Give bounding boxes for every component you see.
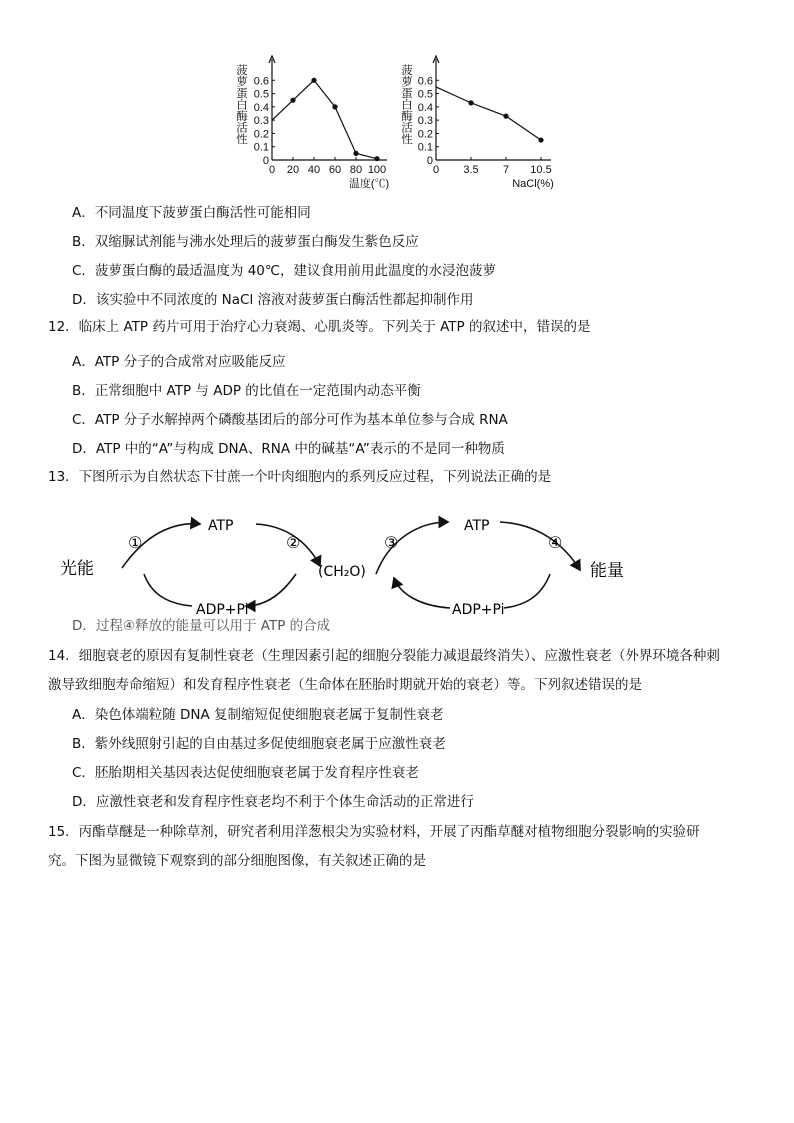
q13-option-d: D．过程④释放的能量可以用于 ATP 的合成: [72, 618, 331, 634]
q11-option-b: B．双缩脲试剂能与沸水处理后的菠萝蛋白酶发生紫色反应: [72, 234, 419, 250]
y-tick-label: 0.3: [417, 115, 433, 128]
q12-option-a: A．ATP 分子的合成常对应吸能反应: [72, 354, 286, 370]
chart1-ylabel: 菠萝蛋白酶活性: [235, 64, 249, 145]
x-axis-label: 温度(℃): [348, 178, 390, 190]
data-point: [538, 137, 543, 142]
x-tick-label: 100: [367, 164, 387, 176]
data-point: [353, 151, 358, 156]
y-tick-label: 0.1: [253, 141, 269, 154]
y-tick-label: 0: [426, 155, 433, 167]
q12-option-d: D．ATP 中的“A”与构成 DNA、RNA 中的碱基“A”表示的不是同一种物质: [72, 441, 505, 457]
adp-label-2: ADP+Pi: [452, 602, 505, 618]
data-point: [374, 156, 379, 161]
atp-label-2: ATP: [464, 518, 490, 534]
q15-stem-line-2: 究。下图为显微镜下观察到的部分细胞图像，有关叙述正确的是: [48, 853, 426, 869]
data-point: [290, 98, 295, 103]
q14-option-d: D．应激性衰老和发育程序性衰老均不利于个体生命活动的正常进行: [72, 794, 474, 810]
y-tick-label: 0.6: [417, 75, 433, 88]
q14-option-c: C．胚胎期相关基因表达促使细胞衰老属于发育程序性衰老: [72, 765, 419, 781]
process-1-marker: ①: [128, 533, 143, 552]
y-tick-label: 0.1: [417, 141, 433, 154]
q14-option-b: B．紫外线照射引起的自由基过多促使细胞衰老属于应激性衰老: [72, 736, 446, 752]
process-2-marker: ②: [286, 533, 301, 552]
q14-stem-line-1: 14．细胞衰老的原因有复制性衰老（生理因素引起的细胞分裂能力减退最终消失）、应激性衰老（外界环境各种刺: [48, 648, 720, 664]
y-tick-label: 0.2: [417, 128, 433, 141]
energy-label: 能量: [590, 561, 624, 581]
y-tick-label: 0.5: [417, 88, 433, 101]
q12-stem: 12．临床上 ATP 药片可用于治疗心力衰竭、心肌炎等。下列关于 ATP 的叙述中，错误的是: [48, 319, 591, 335]
x-tick-label: 40: [307, 164, 321, 176]
q11-option-a: A．不同温度下菠萝蛋白酶活性可能相同: [72, 205, 311, 221]
y-tick-label: 0.5: [253, 88, 269, 101]
x-tick-label: 7: [502, 164, 510, 176]
y-tick-label: 0.4: [253, 101, 269, 114]
q11-option-d: D．该实验中不同浓度的 NaCl 溶液对菠萝蛋白酶活性都起抑制作用: [72, 292, 474, 308]
x-tick-label: 0: [268, 164, 276, 176]
y-tick-label: 0.6: [253, 75, 269, 88]
process-3-marker: ③: [384, 533, 399, 552]
adp-label-1: ADP+Pi: [196, 602, 249, 618]
data-point: [468, 100, 473, 105]
light-energy-label: 光能: [60, 559, 94, 579]
x-tick-label: 3.5: [463, 164, 479, 176]
ch2o-label: (CH₂O): [318, 564, 366, 580]
y-tick-label: 0.2: [253, 128, 269, 141]
q13-stem: 13．下图所示为自然状态下甘蔗一个叶肉细胞内的系列反应过程，下列说法正确的是: [48, 469, 552, 485]
temperature-chart: [246, 48, 396, 190]
x-tick-label: 10.5: [530, 164, 552, 176]
data-point: [332, 104, 337, 109]
atp-cycle-diagram: [60, 508, 700, 620]
x-tick-label: 20: [286, 164, 300, 176]
x-axis-label: NaCl(%): [512, 178, 554, 190]
q14-option-a: A．染色体端粒随 DNA 复制缩短促使细胞衰老属于复制性衰老: [72, 707, 444, 723]
x-tick-label: 80: [349, 164, 363, 176]
y-tick-label: 0: [262, 155, 269, 167]
x-tick-label: 60: [328, 164, 342, 176]
nacl-chart: [410, 48, 560, 190]
q15-stem-line-1: 15．丙酯草醚是一种除草剂，研究者利用洋葱根尖为实验材料，开展了丙酯草醚对植物细胞分裂影响的实验研: [48, 824, 700, 840]
x-tick-label: 0: [432, 164, 440, 176]
q14-stem-line-2: 激导致细胞寿命缩短）和发育程序性衰老（生命体在胚胎时期就开始的衰老）等。下列叙述错误的是: [48, 677, 642, 693]
q11-option-c: C．菠萝蛋白酶的最适温度为 40℃，建议食用前用此温度的水浸泡菠萝: [72, 263, 497, 279]
y-tick-label: 0.4: [417, 101, 433, 114]
series-line: [272, 80, 377, 158]
process-4-marker: ④: [548, 533, 563, 552]
y-tick-label: 0.3: [253, 115, 269, 128]
atp-label-1: ATP: [208, 518, 234, 534]
chart2-ylabel: 菠萝蛋白酶活性: [400, 64, 414, 145]
data-point: [503, 114, 508, 119]
q12-option-b: B．正常细胞中 ATP 与 ADP 的比值在一定范围内动态平衡: [72, 383, 421, 399]
data-point: [311, 78, 316, 83]
q12-option-c: C．ATP 分子水解掉两个磷酸基团后的部分可作为基本单位参与合成 RNA: [72, 412, 508, 428]
series-line: [436, 87, 541, 140]
